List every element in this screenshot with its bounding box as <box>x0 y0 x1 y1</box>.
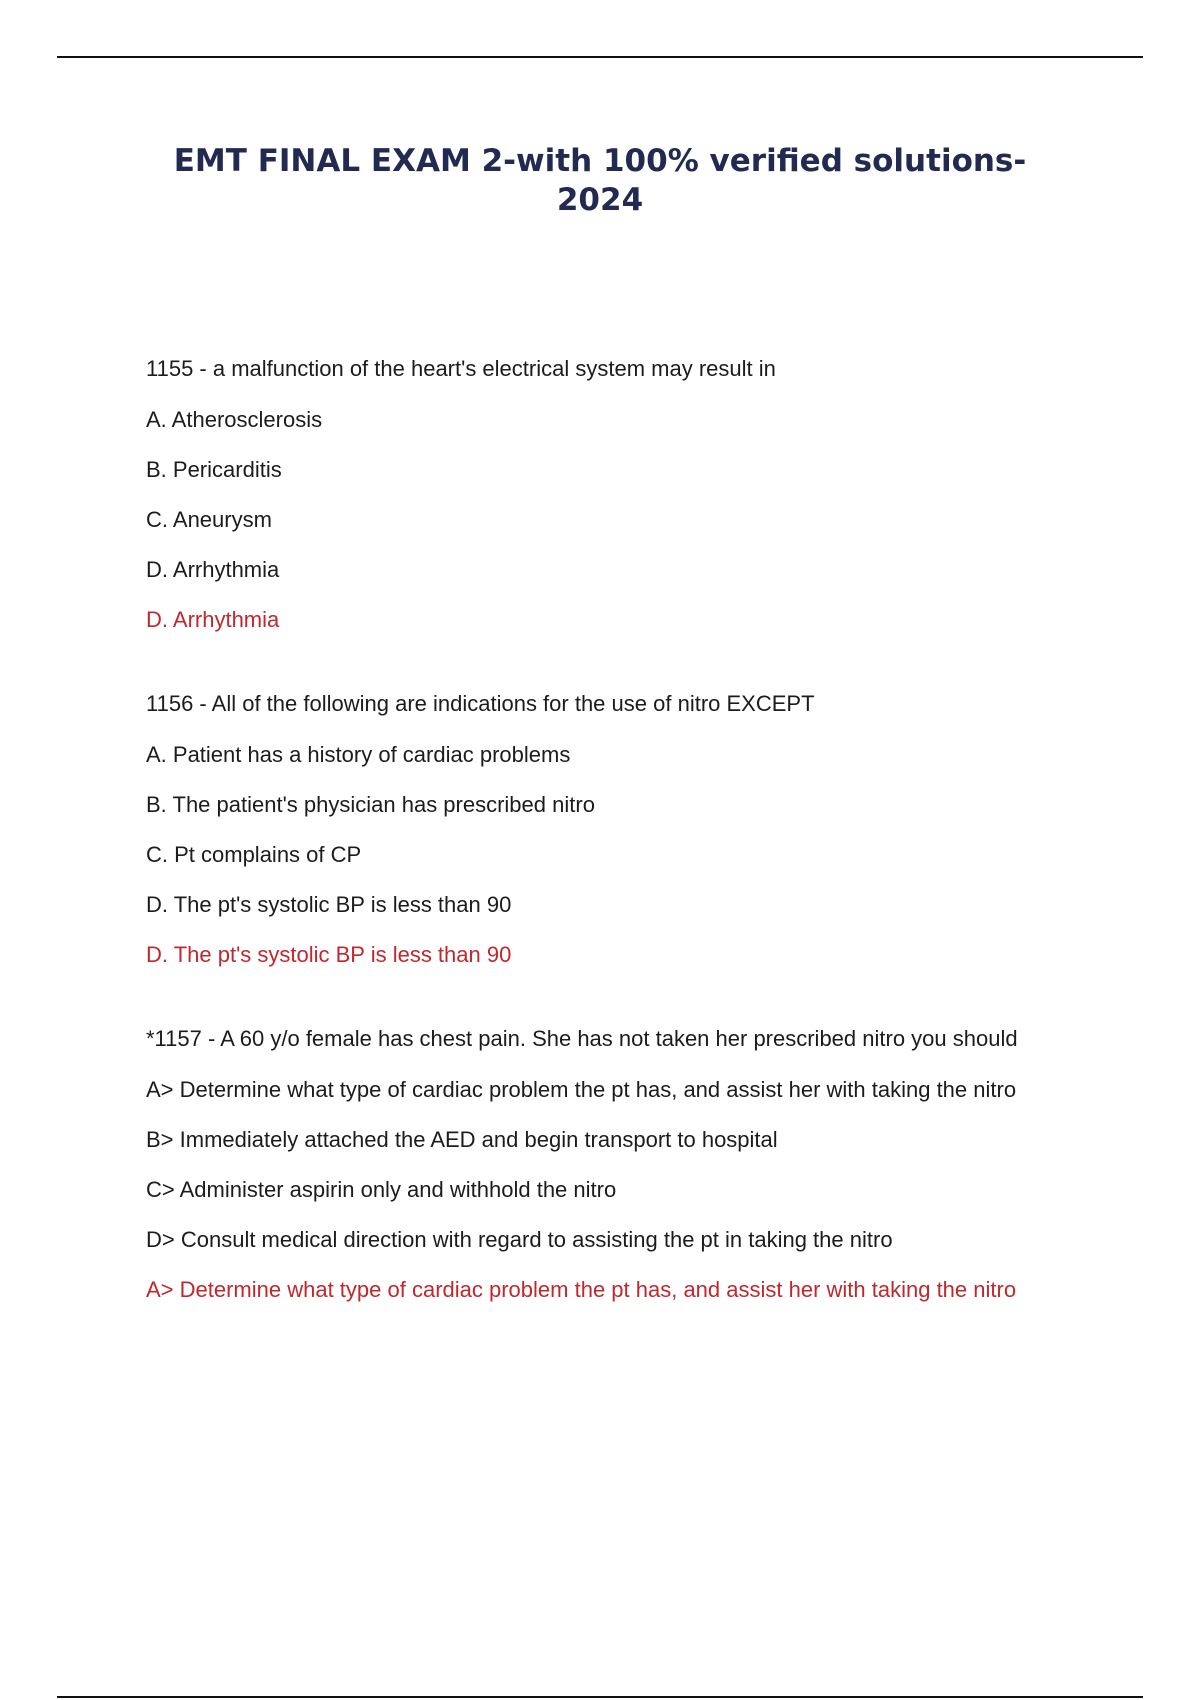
option-b: B> Immediately attached the AED and begin transport to hospital <box>146 1127 778 1152</box>
option-d: D. Arrhythmia <box>146 557 280 582</box>
top-rule <box>57 56 1143 58</box>
answer-text: D. Arrhythmia <box>146 607 280 632</box>
option-a: A. Patient has a history of cardiac problems <box>146 742 571 767</box>
question-1156 <box>146 687 1066 972</box>
question-text: 1156 - All of the following are indications for the use of nitro EXCEPT <box>146 691 815 716</box>
option-c: C> Administer aspirin only and withhold the nitro <box>146 1177 617 1202</box>
option-b: B. Pericarditis <box>146 457 282 482</box>
document-title: EMT FINAL EXAM 2-with 100% verified solutions-2024 <box>173 143 1027 218</box>
option-d: D> Consult medical direction with regard to assisting the pt in taking the nitro <box>146 1227 893 1252</box>
question-1155 <box>146 352 1066 637</box>
option-a: A. Atherosclerosis <box>146 407 323 432</box>
question-list <box>146 352 1066 1307</box>
option-d: D. The pt's systolic BP is less than 90 <box>146 892 512 917</box>
question-text: *1157 - A 60 y/o female has chest pain. She has not taken her prescribed nitro you should <box>146 1026 1018 1051</box>
answer-text: D. The pt's systolic BP is less than 90 <box>146 942 512 967</box>
option-a: A> Determine what type of cardiac problem the pt has, and assist her with taking the nitro <box>146 1077 1017 1102</box>
answer-text: A> Determine what type of cardiac problem the pt has, and assist her with taking the nitro <box>146 1277 1017 1302</box>
bottom-rule <box>57 1696 1143 1698</box>
question-text: 1155 - a malfunction of the heart's electrical system may result in <box>146 356 776 381</box>
option-c: C. Aneurysm <box>146 507 272 532</box>
question-1157 <box>146 1022 1066 1307</box>
option-c: C. Pt complains of CP <box>146 842 362 867</box>
option-b: B. The patient's physician has prescribed nitro <box>146 792 595 817</box>
